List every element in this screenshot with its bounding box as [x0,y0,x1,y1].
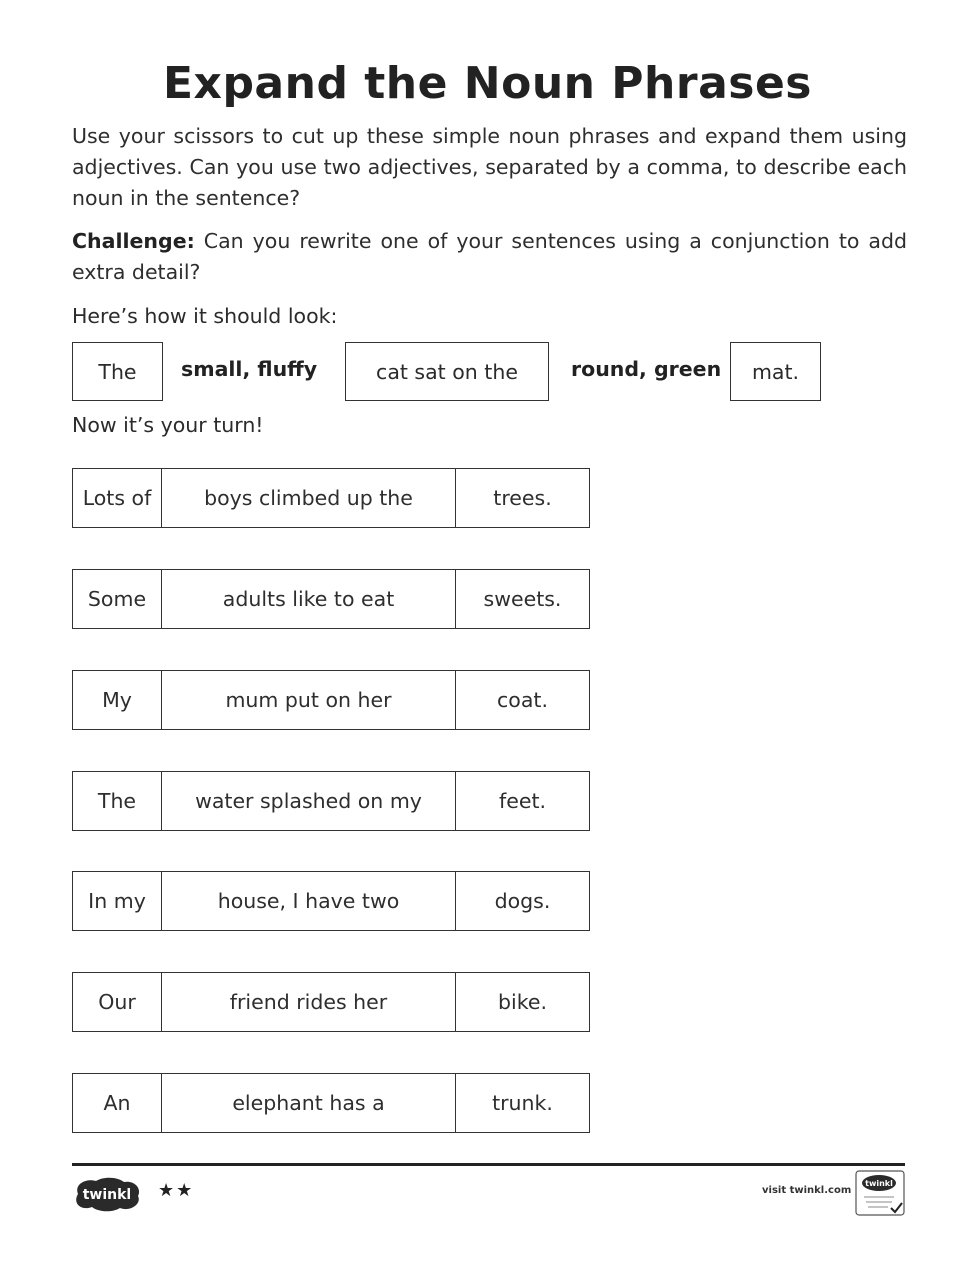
challenge-label: Challenge: [72,229,195,253]
phrase-cell-noun[interactable]: bike. [498,990,547,1014]
logo-text: twinkl [82,1187,132,1203]
phrase-cell-determiner[interactable]: Lots of [73,469,162,527]
how-to-label: Here’s how it should look: [72,304,338,328]
footer-divider [72,1163,905,1166]
example-box-middle [345,342,549,401]
phrase-cell-noun[interactable]: dogs. [494,889,551,913]
phrase-row [72,468,590,528]
difficulty-stars: ★★ [158,1180,195,1201]
challenge-text: Can you rewrite one of your sentences using a conjunction to add extra detail? [72,229,907,284]
quality-badge-icon [855,1170,905,1216]
phrase-row [72,972,590,1032]
phrase-cell-middle[interactable]: mum put on her [162,671,456,729]
visit-link[interactable]: visit twinkl.com [762,1185,852,1196]
phrase-cell-middle[interactable]: adults like to eat [162,570,456,628]
phrase-cell-determiner[interactable]: Some [73,570,162,628]
phrase-cell-determiner[interactable]: The [73,772,162,830]
phrase-row [72,1073,590,1133]
instructions: Use your scissors to cut up these simple noun phrases and expand them using adjectives. Can you use two adjectives, separated by a comma, to describe each noun in the sentence? [72,124,907,210]
phrase-cell-middle[interactable]: house, I have two [162,872,456,930]
phrase-cell-middle[interactable]: elephant has a [162,1074,456,1132]
phrase-cell-middle[interactable]: boys climbed up the [162,469,456,527]
phrase-cell-noun[interactable]: feet. [499,789,546,813]
phrase-cell-middle[interactable]: water splashed on my [162,772,456,830]
phrase-row [72,771,590,831]
phrase-cell-middle[interactable]: friend rides her [162,973,456,1031]
phrase-row [72,670,590,730]
phrase-row [72,871,590,931]
phrase-cell-noun[interactable]: trees. [493,486,552,510]
example-box-text: The [98,359,137,384]
example-box-text: mat. [751,359,800,384]
example-box-noun [730,342,821,401]
phrase-cell-determiner[interactable]: An [73,1074,162,1132]
example-adjectives-2: round, green [571,357,722,381]
example-box-determiner [72,342,163,401]
phrase-cell-noun[interactable]: coat. [497,688,548,712]
twinkl-logo [72,1176,142,1212]
phrase-cell-determiner[interactable]: Our [73,973,162,1031]
phrase-cell-determiner[interactable]: My [73,671,162,729]
page-title: Expand the Noun Phrases [163,58,812,109]
your-turn-label: Now it’s your turn! [72,413,264,437]
phrase-cell-determiner[interactable]: In my [73,872,162,930]
example-adjectives-1: small, fluffy [181,357,318,381]
challenge [72,226,907,288]
phrase-row [72,569,590,629]
badge-text: twinkl [865,1179,893,1188]
phrase-cell-noun[interactable]: sweets. [483,587,562,611]
phrase-cell-noun[interactable]: trunk. [492,1091,553,1115]
example-box-text: cat sat on the [376,359,518,384]
